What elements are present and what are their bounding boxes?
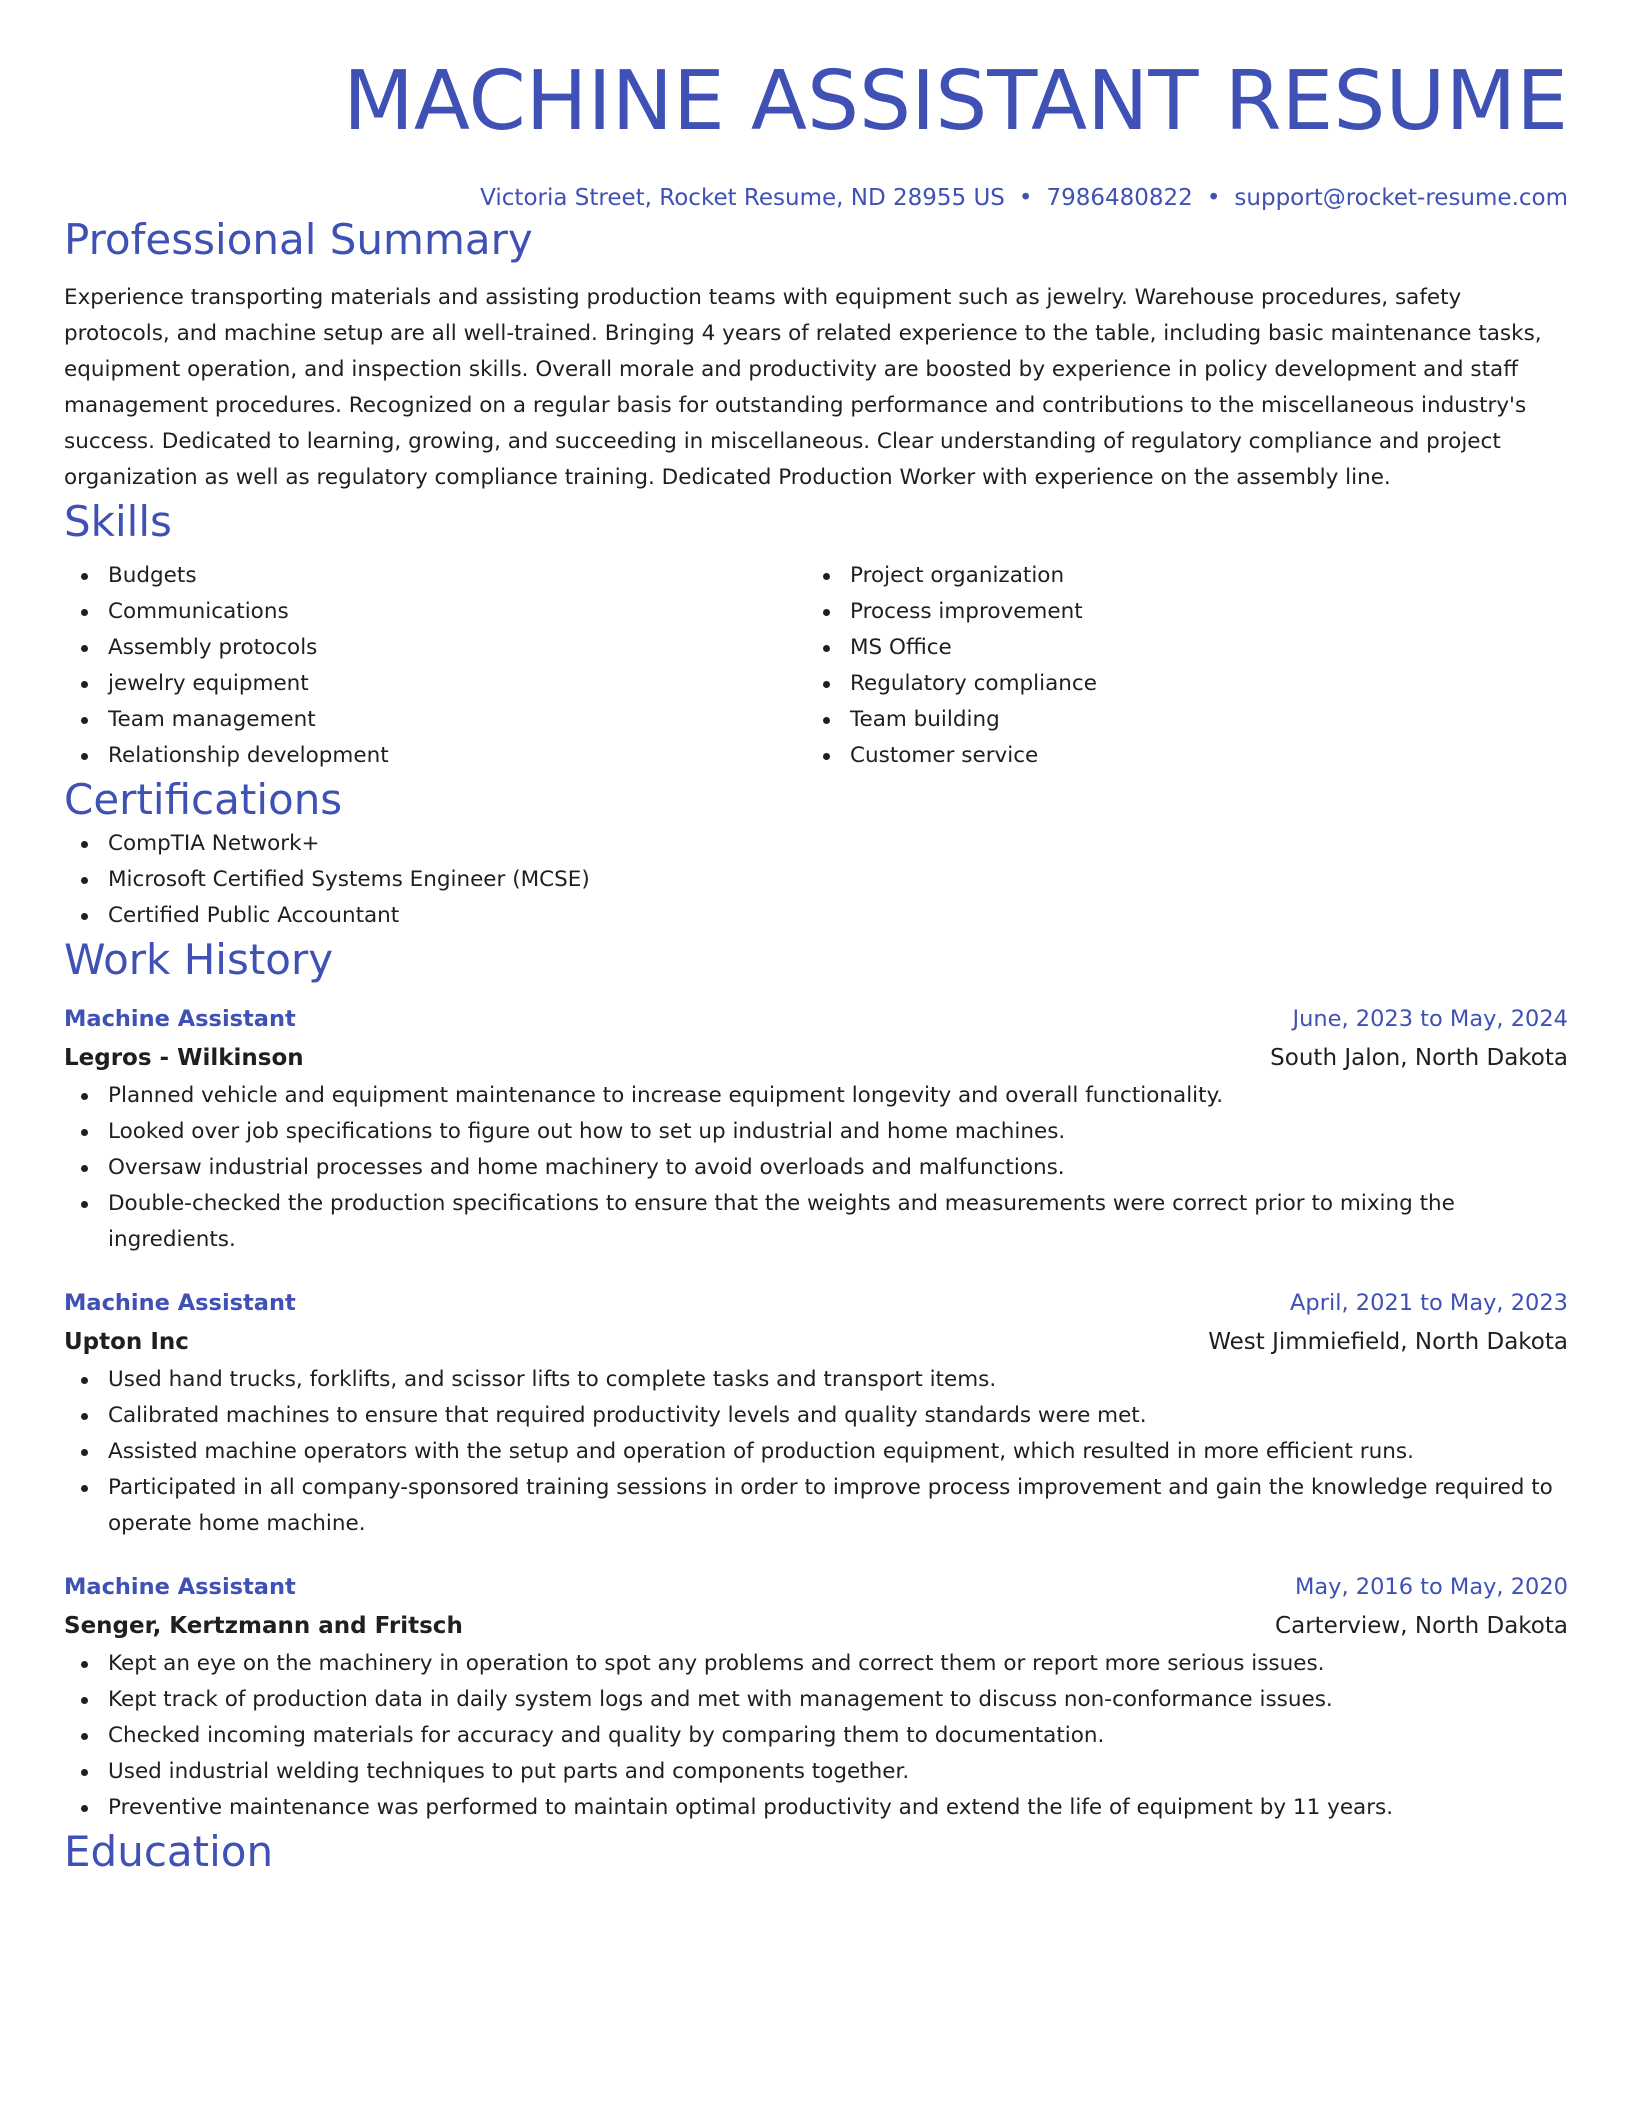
job-location: South Jalon, North Dakota [1270, 1045, 1568, 1071]
contact-line [64, 182, 1568, 214]
job-entry [64, 1284, 1568, 1542]
skill-item: Team management [64, 702, 806, 738]
resume-title: MACHINE ASSISTANT RESUME [343, 54, 1568, 149]
certification-item: Certified Public Accountant [64, 898, 1568, 934]
job-duty-item: Preventive maintenance was performed to maintain optimal productivity and extend the life of equipment by 11 years. [64, 1790, 1568, 1826]
job-company: Legros - Wilkinson [64, 1045, 304, 1071]
job-title: Machine Assistant [64, 1006, 296, 1032]
contact-email[interactable]: support@rocket-resume.com [1234, 185, 1568, 211]
contact-separator: • [1206, 185, 1221, 211]
job-duty-item: Used industrial welding techniques to put parts and components together. [64, 1754, 1568, 1790]
skills-heading: Skills [64, 497, 172, 546]
job-duty-item: Participated in all company-sponsored training sessions in order to improve process improvement and gain the knowledge required to operate home machine. [64, 1470, 1568, 1542]
skills-column-left [64, 558, 806, 774]
skill-item: MS Office [806, 630, 1548, 666]
job-dates: June, 2023 to May, 2024 [1292, 1006, 1568, 1032]
certification-item: Microsoft Certified Systems Engineer (MCSE) [64, 862, 1568, 898]
job-duty-item: Oversaw industrial processes and home machinery to avoid overloads and malfunctions. [64, 1150, 1568, 1186]
job-duty-item: Checked incoming materials for accuracy and quality by comparing them to documentation. [64, 1718, 1568, 1754]
skills-column-right [806, 558, 1548, 774]
skill-item: jewelry equipment [64, 666, 806, 702]
contact-phone[interactable]: 7986480822 [1046, 185, 1193, 211]
skill-item: Regulatory compliance [806, 666, 1548, 702]
summary-text: Experience transporting materials and assisting production teams with equipment such as jewelry. Warehouse procedures, safety protocols, and machine setup are all well-trained. Bringing 4 years of related experience to the table, including basic maintenance tasks, equipment operation, and inspection skills. Overall morale and productivity are boosted by experience in policy development and staff management procedures. Recognized on a regular basis for outstanding performance and contributions to the miscellaneous industry's success. Dedicated to learning, growing, and succeeding in miscellaneous. Clear understanding of regulatory compliance and project organization as well as regulatory compliance training. Dedicated Production Worker with experience on the assembly line. [64, 285, 1542, 490]
skill-item: Team building [806, 702, 1548, 738]
job-duties-list [64, 1078, 1568, 1258]
contact-separator: • [1018, 185, 1033, 211]
work-history-heading: Work History [64, 935, 334, 984]
skill-item: Relationship development [64, 738, 806, 774]
summary-heading: Professional Summary [64, 215, 533, 264]
job-duty-item: Planned vehicle and equipment maintenance to increase equipment longevity and overall functionality. [64, 1078, 1568, 1114]
job-entry [64, 1000, 1568, 1258]
education-heading: Education [64, 1827, 274, 1876]
skill-item: Project organization [806, 558, 1548, 594]
job-location: Carterview, North Dakota [1275, 1613, 1568, 1639]
job-title: Machine Assistant [64, 1574, 296, 1600]
job-title: Machine Assistant [64, 1290, 296, 1316]
job-duty-item: Used hand trucks, forklifts, and scissor lifts to complete tasks and transport items. [64, 1362, 1568, 1398]
job-duties-list [64, 1362, 1568, 1542]
skills-list [64, 558, 1568, 774]
job-company: Senger, Kertzmann and Fritsch [64, 1613, 463, 1639]
job-duty-item: Looked over job specifications to figure out how to set up industrial and home machines. [64, 1114, 1568, 1150]
job-location: West Jimmiefield, North Dakota [1208, 1329, 1568, 1355]
job-entry [64, 1568, 1568, 1826]
contact-address: Victoria Street, Rocket Resume, ND 28955 US [480, 185, 1005, 211]
certifications-heading: Certifications [64, 775, 343, 824]
skill-item: Communications [64, 594, 806, 630]
job-duties-list [64, 1646, 1568, 1826]
skill-item: Process improvement [806, 594, 1548, 630]
certifications-list [64, 826, 1568, 934]
job-duty-item: Kept an eye on the machinery in operation to spot any problems and correct them or report more serious issues. [64, 1646, 1568, 1682]
certification-item: CompTIA Network+ [64, 826, 1568, 862]
job-duty-item: Calibrated machines to ensure that required productivity levels and quality standards were met. [64, 1398, 1568, 1434]
job-dates: May, 2016 to May, 2020 [1294, 1574, 1568, 1600]
job-duty-item: Double-checked the production specifications to ensure that the weights and measurements were correct prior to mixing the ingredients. [64, 1186, 1568, 1258]
job-duty-item: Assisted machine operators with the setup and operation of production equipment, which resulted in more efficient runs. [64, 1434, 1568, 1470]
skill-item: Assembly protocols [64, 630, 806, 666]
job-dates: April, 2021 to May, 2023 [1290, 1290, 1568, 1316]
job-duty-item: Kept track of production data in daily system logs and met with management to discuss non-conformance issues. [64, 1682, 1568, 1718]
skill-item: Customer service [806, 738, 1548, 774]
job-company: Upton Inc [64, 1329, 189, 1355]
skill-item: Budgets [64, 558, 806, 594]
